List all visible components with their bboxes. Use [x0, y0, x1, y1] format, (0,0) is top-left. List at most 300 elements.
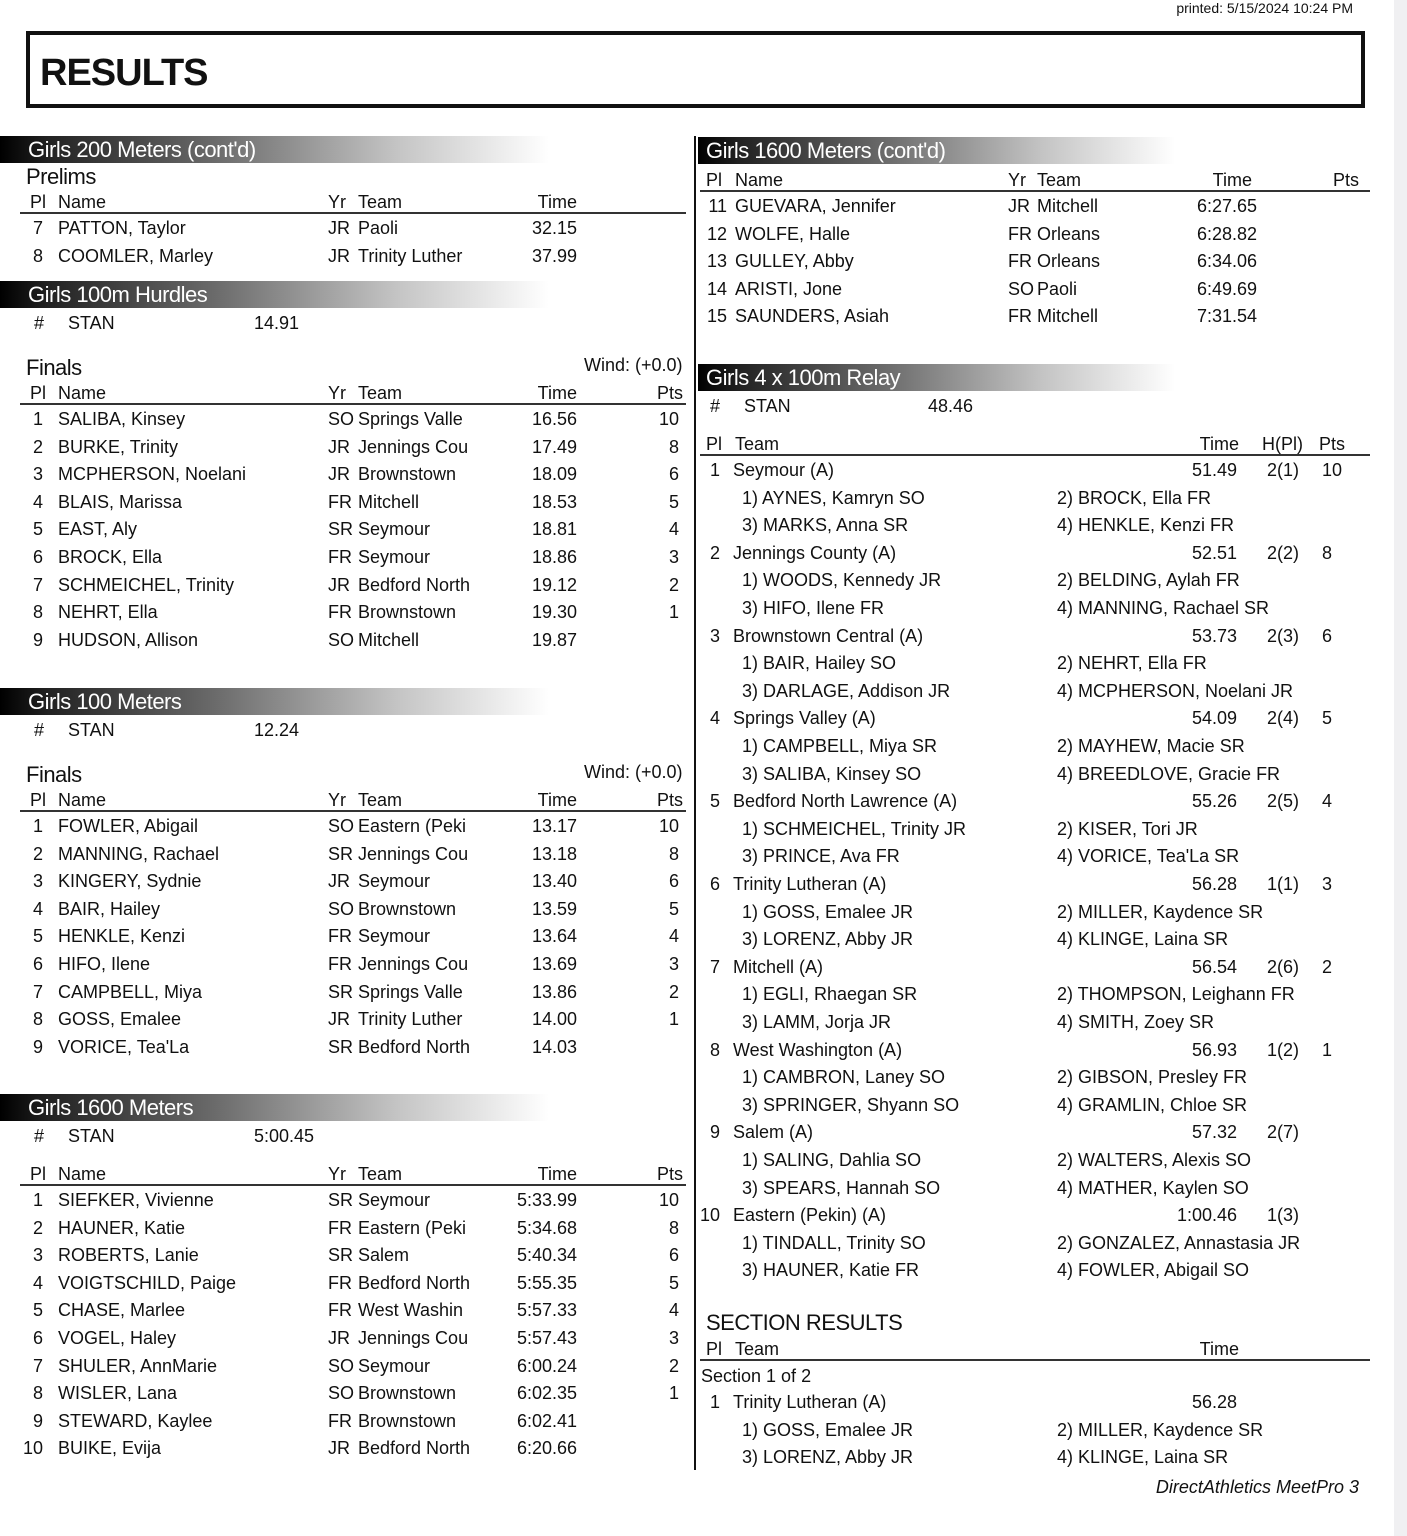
team-name: Jennings Cou — [358, 954, 469, 974]
mark-time: 14.03 — [531, 1036, 577, 1057]
table-header — [20, 1164, 686, 1186]
mark-time: 5:33.99 — [516, 1190, 577, 1210]
place: 6 — [32, 547, 43, 567]
heat-place: 1(3) — [1266, 1205, 1299, 1226]
heat-place: 2(3) — [1266, 625, 1299, 646]
mark-time: 14.00 — [531, 1009, 577, 1030]
athlete-year: FR — [328, 547, 352, 567]
relay-time: 56.93 — [1191, 1039, 1237, 1060]
athlete-year: FR — [328, 926, 352, 947]
standard-value: 48.46 — [928, 396, 974, 416]
points: 2 — [1322, 956, 1333, 977]
place: 9 — [32, 1036, 43, 1057]
place: 6 — [32, 954, 43, 974]
place: 8 — [32, 602, 43, 623]
relay-legs-row — [700, 1233, 1370, 1260]
team-name: Seymour — [358, 1190, 431, 1210]
table-row — [20, 1190, 686, 1217]
relay-legs-row — [700, 819, 1370, 846]
relay-leg: 2) WALTERS, Alexis SO — [1057, 1150, 1252, 1170]
relay-team-row — [700, 1040, 1370, 1067]
table-header — [700, 170, 1370, 192]
athlete-year: JR — [328, 871, 350, 892]
points: 6 — [668, 1245, 679, 1266]
relay-team-name: Springs Valley (A) — [733, 708, 876, 729]
athlete-year: FR — [1008, 251, 1032, 272]
page-edge — [1394, 0, 1407, 1536]
relay-legs-row — [700, 1067, 1370, 1094]
table-row — [20, 519, 686, 546]
mark-time: 13.64 — [531, 926, 577, 947]
team-name: Brownstown — [358, 464, 457, 485]
relay-team-name: Eastern (Pekin) (A) — [733, 1205, 887, 1226]
athlete-year: SR — [328, 519, 354, 540]
relay-time: 54.09 — [1191, 708, 1237, 729]
place: 7 — [32, 574, 43, 595]
col-time: Time — [1199, 1339, 1239, 1359]
standard-row — [34, 313, 434, 335]
relay-leg: 2) MILLER, Kaydence SR — [1057, 1419, 1264, 1440]
place: 8 — [32, 245, 43, 266]
relay-team-row — [700, 874, 1370, 901]
athlete-name: BUIKE, Evija — [58, 1438, 162, 1459]
standard-hash: # — [710, 396, 721, 416]
table-row — [20, 1383, 686, 1410]
mark-time: 18.53 — [531, 491, 577, 512]
relay-leg: 4) BREEDLOVE, Gracie FR — [1057, 763, 1281, 784]
team-name: Mitchell — [1037, 306, 1099, 327]
athlete-name: GUEVARA, Jennifer — [735, 196, 896, 216]
relay-leg: 2) KISER, Tori JR — [1057, 818, 1198, 839]
relay-leg: 1) CAMPBELL, Miya SR — [742, 736, 938, 756]
printed-timestamp: printed: 5/15/2024 10:24 PM — [1176, 0, 1353, 16]
relay-leg: 3) SPEARS, Hannah SO — [742, 1177, 941, 1198]
place: 4 — [32, 491, 43, 512]
standard-hash: # — [34, 313, 45, 333]
relay-leg: 1) EGLI, Rhaegan SR — [742, 984, 918, 1005]
place: 7 — [32, 1355, 43, 1376]
points: 4 — [668, 1300, 679, 1321]
team-name: Bedford North — [358, 1036, 471, 1057]
points: 6 — [668, 871, 679, 892]
relay-leg: 1) GOSS, Emalee JR — [742, 1419, 914, 1440]
table-row — [20, 1328, 686, 1355]
relay-team-name: West Washington (A) — [733, 1039, 903, 1060]
athlete-year: FR — [328, 491, 352, 512]
place: 4 — [32, 898, 43, 919]
team-name: Brownstown — [358, 898, 457, 919]
mark-time: 7:31.54 — [1196, 306, 1257, 327]
col-name: Name — [58, 790, 107, 810]
place: 2 — [709, 542, 720, 563]
mark-time: 17.49 — [531, 436, 577, 457]
relay-team-row — [700, 1392, 1370, 1419]
athlete-name: SAUNDERS, Asiah — [735, 306, 890, 327]
points: 3 — [1322, 874, 1333, 894]
team-name: Paoli — [358, 218, 399, 238]
place: 14 — [706, 278, 727, 299]
athlete-name: ROBERTS, Lanie — [58, 1245, 199, 1266]
standard-label: STAN — [68, 313, 115, 333]
relay-leg: 1) TINDALL, Trinity SO — [742, 1232, 926, 1253]
col-team: Team — [358, 383, 403, 403]
athlete-year: SO — [328, 409, 355, 429]
mark-time: 18.81 — [531, 519, 577, 540]
place: 3 — [32, 1245, 43, 1266]
place: 12 — [706, 223, 727, 244]
standard-row — [34, 1126, 434, 1148]
points: 5 — [1322, 708, 1333, 729]
athlete-name: PATTON, Taylor — [58, 218, 186, 238]
standard-hash: # — [34, 720, 45, 740]
relay-legs-row — [700, 488, 1370, 515]
section-results-title: SECTION RESULTS — [706, 1310, 903, 1335]
table-row — [20, 899, 686, 926]
points: 10 — [1322, 460, 1343, 480]
standard-row — [34, 720, 434, 742]
round-label: Finals — [26, 762, 82, 787]
relay-table-header — [700, 434, 1370, 456]
points: 1 — [668, 1009, 679, 1030]
col-team: Team — [1037, 170, 1082, 190]
mark-time: 6:20.66 — [516, 1438, 577, 1459]
relay-legs-row — [700, 598, 1370, 625]
relay-legs-row — [700, 1260, 1370, 1287]
col-pts: Pts — [656, 790, 683, 810]
relay-leg: 4) MCPHERSON, Noelani JR — [1057, 680, 1294, 701]
col-pl: Pl — [30, 383, 47, 403]
mark-time: 5:57.33 — [516, 1300, 577, 1321]
athlete-name: ARISTI, Jone — [735, 278, 843, 299]
relay-leg: 3) PRINCE, Ava FR — [742, 846, 900, 867]
relay-team-name: Seymour (A) — [733, 460, 835, 480]
relay-leg: 1) WOODS, Kennedy JR — [742, 570, 942, 591]
athlete-name: BROCK, Ella — [58, 547, 163, 567]
relay-leg: 2) BROCK, Ella FR — [1057, 487, 1212, 508]
place: 8 — [32, 1383, 43, 1404]
place: 10 — [699, 1205, 720, 1226]
place: 6 — [709, 874, 720, 894]
team-name: Jennings Cou — [358, 436, 469, 457]
place: 2 — [32, 1217, 43, 1238]
relay-leg: 3) SALIBA, Kinsey SO — [742, 763, 922, 784]
relay-team-name: Brownstown Central (A) — [733, 625, 924, 646]
athlete-year: SO — [328, 1383, 355, 1404]
relay-legs-row — [700, 929, 1370, 956]
col-pl: Pl — [30, 192, 47, 212]
place: 2 — [32, 436, 43, 457]
table-row — [20, 1273, 686, 1300]
table-row — [20, 1218, 686, 1245]
points: 10 — [658, 1190, 679, 1210]
mark-time: 32.15 — [531, 218, 577, 238]
relay-legs-row — [700, 1150, 1370, 1177]
place: 3 — [709, 625, 720, 646]
relay-leg: 4) MATHER, Kaylen SO — [1057, 1177, 1249, 1198]
relay-team-row — [700, 957, 1370, 984]
relay-leg: 3) DARLAGE, Addison JR — [742, 680, 951, 701]
standard-label: STAN — [68, 720, 115, 740]
place: 3 — [32, 871, 43, 892]
relay-team-row — [700, 460, 1370, 487]
athlete-year: JR — [328, 1328, 350, 1348]
table-row — [20, 630, 686, 657]
column-divider — [694, 136, 696, 1470]
athlete-name: CHASE, Marlee — [58, 1300, 186, 1321]
relay-leg: 2) BELDING, Aylah FR — [1057, 570, 1240, 591]
points: 3 — [668, 954, 679, 974]
relay-time: 52.51 — [1191, 542, 1237, 563]
team-name: Mitchell — [358, 629, 420, 650]
table-row — [20, 1411, 686, 1438]
place: 1 — [32, 816, 43, 836]
table-row — [20, 816, 686, 843]
mark-time: 19.12 — [531, 574, 577, 595]
col-pl: Pl — [706, 1339, 723, 1359]
athlete-year: JR — [1008, 196, 1030, 216]
relay-time: 53.73 — [1191, 625, 1237, 646]
table-header — [20, 383, 686, 405]
relay-team-name: Mitchell (A) — [733, 956, 824, 977]
athlete-year: JR — [328, 245, 350, 266]
mark-time: 6:00.24 — [516, 1355, 577, 1376]
relay-leg: 2) MAYHEW, Macie SR — [1057, 736, 1245, 756]
place: 2 — [32, 843, 43, 864]
standard-label: STAN — [68, 1126, 115, 1146]
relay-leg: 3) MARKS, Anna SR — [742, 515, 909, 536]
team-name: Brownstown — [358, 1410, 457, 1431]
points: 4 — [668, 926, 679, 947]
table-row — [20, 547, 686, 574]
col-time: Time — [537, 192, 577, 212]
table-row — [700, 251, 1370, 278]
athlete-name: COOMLER, Marley — [58, 245, 214, 266]
mark-time: 6:28.82 — [1196, 223, 1257, 244]
table-row — [20, 409, 686, 436]
event-header: Girls 200 Meters (cont'd) — [0, 136, 610, 163]
heat-place: 2(4) — [1266, 708, 1299, 729]
col-yr: Yr — [328, 192, 346, 212]
relay-leg: 1) SALING, Dahlia SO — [742, 1150, 922, 1170]
team-name: Springs Valle — [358, 409, 463, 429]
relay-legs-row — [700, 1095, 1370, 1122]
athlete-name: BURKE, Trinity — [58, 436, 179, 457]
col-pts: Pts — [656, 1164, 683, 1184]
place: 5 — [32, 519, 43, 540]
section-table-header — [700, 1339, 1370, 1361]
col-pl: Pl — [706, 170, 723, 190]
athlete-year: FR — [328, 1272, 352, 1293]
team-name: Eastern (Peki — [358, 816, 467, 836]
athlete-name: FOWLER, Abigail — [58, 816, 199, 836]
team-name: Eastern (Peki — [358, 1217, 467, 1238]
wind-reading: Wind: (+0.0) — [584, 762, 683, 782]
mark-time: 6:49.69 — [1196, 278, 1257, 299]
table-row — [20, 926, 686, 953]
relay-time: 56.28 — [1191, 1392, 1237, 1412]
athlete-year: SO — [328, 816, 355, 836]
points: 1 — [668, 602, 679, 623]
relay-legs-row — [700, 515, 1370, 542]
team-name: Seymour — [358, 519, 431, 540]
relay-time: 55.26 — [1191, 791, 1237, 812]
col-pts: Pts — [1318, 434, 1345, 454]
athlete-year: SO — [328, 898, 355, 919]
team-name: Springs Valle — [358, 981, 463, 1002]
table-row — [20, 1037, 686, 1064]
heat-place: 2(2) — [1266, 542, 1299, 563]
relay-legs-row — [700, 902, 1370, 929]
athlete-year: SR — [328, 981, 354, 1002]
place: 4 — [32, 1272, 43, 1293]
title-box — [26, 31, 1365, 108]
points: 2 — [668, 1355, 679, 1376]
points: 6 — [668, 464, 679, 485]
team-name: Mitchell — [358, 491, 420, 512]
col-name: Name — [58, 383, 107, 403]
points: 8 — [1322, 542, 1333, 563]
table-row — [20, 1438, 686, 1465]
place: 13 — [706, 251, 727, 272]
place: 4 — [709, 708, 720, 729]
relay-leg: 2) GIBSON, Presley FR — [1057, 1067, 1248, 1088]
col-time: Time — [1199, 434, 1239, 454]
place: 7 — [709, 956, 720, 977]
relay-team-row — [700, 708, 1370, 735]
team-name: Bedford North — [358, 1438, 471, 1459]
table-row — [20, 1245, 686, 1272]
athlete-year: SO — [328, 1355, 355, 1376]
athlete-year: JR — [328, 464, 350, 485]
table-row — [20, 575, 686, 602]
athlete-name: VORICE, Tea'La — [58, 1036, 190, 1057]
place: 7 — [32, 981, 43, 1002]
mark-time: 6:27.65 — [1196, 196, 1257, 216]
place: 11 — [708, 196, 727, 216]
relay-leg: 3) SPRINGER, Shyann SO — [742, 1094, 960, 1115]
col-pl: Pl — [30, 790, 47, 810]
athlete-year: SR — [328, 1190, 354, 1210]
points: 6 — [1322, 625, 1333, 646]
col-team: Team — [735, 434, 780, 454]
place: 7 — [32, 218, 43, 238]
place: 15 — [706, 306, 727, 327]
mark-time: 13.69 — [531, 954, 577, 974]
relay-team-row — [700, 791, 1370, 818]
athlete-year: FR — [328, 1300, 352, 1321]
relay-team-name: Trinity Lutheran (A) — [733, 1392, 887, 1412]
place: 1 — [32, 1190, 43, 1210]
athlete-name: BLAIS, Marissa — [58, 491, 183, 512]
relay-team-row — [700, 626, 1370, 653]
relay-time: 56.54 — [1191, 956, 1237, 977]
points: 8 — [668, 843, 679, 864]
athlete-year: SO — [1008, 278, 1035, 299]
team-name: Bedford North — [358, 574, 471, 595]
event-header: Girls 1600 Meters — [0, 1094, 610, 1121]
team-name: Seymour — [358, 547, 431, 567]
relay-legs-row — [700, 653, 1370, 680]
relay-legs-row — [700, 1420, 1370, 1447]
standard-value: 12.24 — [254, 720, 300, 740]
place: 10 — [22, 1438, 43, 1459]
mark-time: 13.40 — [531, 871, 577, 892]
col-yr: Yr — [1008, 170, 1026, 190]
relay-leg: 4) FOWLER, Abigail SO — [1057, 1260, 1250, 1281]
mark-time: 5:55.35 — [516, 1272, 577, 1293]
relay-legs-row — [700, 736, 1370, 763]
table-row — [20, 1300, 686, 1327]
team-name: Bedford North — [358, 1272, 471, 1293]
relay-team-name: Trinity Lutheran (A) — [733, 874, 887, 894]
relay-leg: 3) HAUNER, Katie FR — [742, 1260, 920, 1281]
mark-time: 6:34.06 — [1196, 251, 1257, 272]
relay-leg: 3) LORENZ, Abby JR — [742, 929, 914, 950]
place: 1 — [709, 460, 720, 480]
relay-team-name: Jennings County (A) — [733, 542, 897, 563]
col-name: Name — [58, 1164, 107, 1184]
table-row — [20, 1356, 686, 1383]
standard-value: 5:00.45 — [254, 1126, 315, 1146]
points: 1 — [1322, 1039, 1333, 1060]
col-heat: H(Pl) — [1262, 434, 1303, 454]
table-header — [20, 192, 686, 214]
relay-team-row — [700, 543, 1370, 570]
col-team: Team — [358, 192, 403, 212]
mark-time: 16.56 — [531, 409, 577, 429]
col-team: Team — [358, 1164, 403, 1184]
col-time: Time — [1212, 170, 1252, 190]
col-time: Time — [537, 1164, 577, 1184]
round-label: Prelims — [26, 164, 96, 189]
place: 1 — [709, 1392, 720, 1412]
col-yr: Yr — [328, 383, 346, 403]
footer-credit: DirectAthletics MeetPro 3 — [1155, 1477, 1359, 1497]
team-name: Seymour — [358, 871, 431, 892]
points: 8 — [668, 436, 679, 457]
relay-time: 51.49 — [1191, 460, 1237, 480]
table-row — [20, 871, 686, 898]
relay-leg: 4) SMITH, Zoey SR — [1057, 1012, 1215, 1032]
team-name: West Washin — [358, 1300, 464, 1321]
points: 3 — [668, 547, 679, 567]
team-name: Mitchell — [1037, 196, 1099, 216]
athlete-name: HIFO, Ilene — [58, 954, 151, 974]
athlete-year: FR — [328, 1217, 352, 1238]
athlete-name: WOLFE, Halle — [735, 223, 851, 244]
event-header: Girls 4 x 100m Relay — [698, 364, 1228, 391]
points: 1 — [668, 1383, 679, 1404]
athlete-year: FR — [1008, 223, 1032, 244]
relay-leg: 3) LORENZ, Abby JR — [742, 1447, 914, 1468]
relay-legs-row — [700, 570, 1370, 597]
athlete-name: VOIGTSCHILD, Paige — [58, 1272, 237, 1293]
team-name: Paoli — [1037, 278, 1078, 299]
heat-place: 1(1) — [1266, 874, 1299, 894]
place: 9 — [32, 1410, 43, 1431]
heat-place: 2(7) — [1266, 1122, 1299, 1143]
col-yr: Yr — [328, 790, 346, 810]
mark-time: 6:02.41 — [516, 1410, 577, 1431]
athlete-name: BAIR, Hailey — [58, 898, 161, 919]
place: 8 — [32, 1009, 43, 1030]
relay-legs-row — [700, 764, 1370, 791]
mark-time: 19.87 — [531, 629, 577, 650]
relay-leg: 3) LAMM, Jorja JR — [742, 1012, 892, 1032]
athlete-name: CAMPBELL, Miya — [58, 981, 203, 1002]
athlete-name: HAUNER, Katie — [58, 1217, 186, 1238]
athlete-year: JR — [328, 574, 350, 595]
